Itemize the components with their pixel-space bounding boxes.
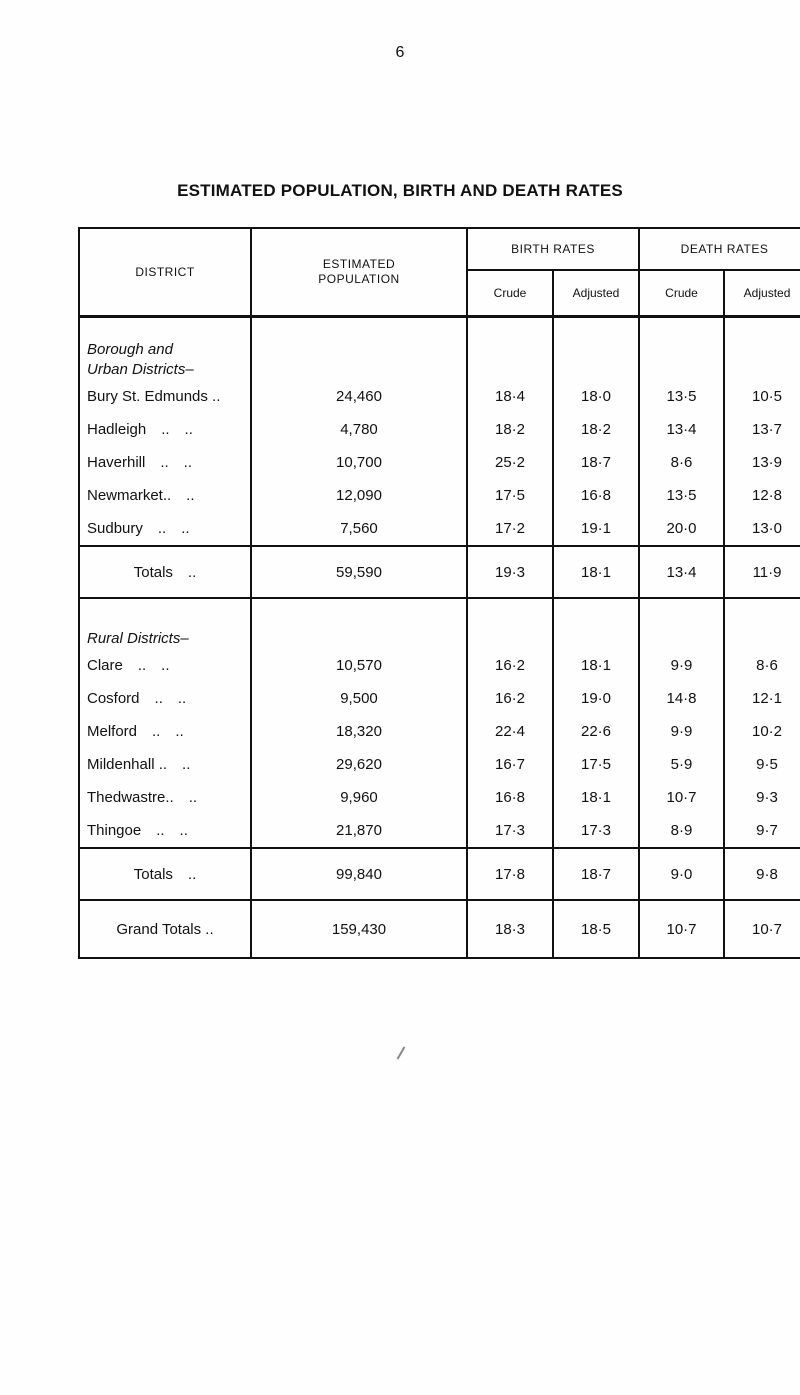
birth-adjusted-cell: 18·2 — [553, 413, 639, 446]
table-row — [79, 512, 800, 546]
district-name: Bury St. Edmunds .. — [79, 380, 251, 413]
birth-crude-cell: 18·2 — [467, 413, 553, 446]
birth-crude-header: Crude — [467, 270, 553, 317]
population-cell: 7,560 — [251, 512, 467, 546]
population-cell: 9,960 — [251, 781, 467, 814]
urban-section-heading — [79, 317, 251, 381]
death-adjusted-cell: 9·3 — [724, 781, 800, 814]
death-adjusted-cell: 13·7 — [724, 413, 800, 446]
birth-crude-cell: 18·3 — [467, 900, 553, 958]
birth-adjusted-cell: 18·5 — [553, 900, 639, 958]
population-cell: 29,620 — [251, 748, 467, 781]
death-adjusted-cell: 9·8 — [724, 848, 800, 900]
table-row — [79, 814, 800, 848]
death-crude-cell: 9·9 — [639, 715, 724, 748]
death-adjusted-cell: 10·5 — [724, 380, 800, 413]
rural-section-heading: Rural Districts– — [79, 598, 251, 649]
birth-adjusted-cell: 18·1 — [553, 649, 639, 682]
grand-totals-row — [79, 900, 800, 958]
table-row — [79, 413, 800, 446]
population-cell: 99,840 — [251, 848, 467, 900]
table-row — [79, 649, 800, 682]
birth-adjusted-cell: 18·0 — [553, 380, 639, 413]
table-row — [79, 781, 800, 814]
population-cell: 59,590 — [251, 546, 467, 598]
population-cell: 24,460 — [251, 380, 467, 413]
population-cell: 18,320 — [251, 715, 467, 748]
death-crude-cell: 5·9 — [639, 748, 724, 781]
population-cell: 9,500 — [251, 682, 467, 715]
death-crude-cell: 14·8 — [639, 682, 724, 715]
death-adjusted-cell: 12·8 — [724, 479, 800, 512]
death-crude-cell: 13·4 — [639, 413, 724, 446]
district-name: Sudbury .. .. — [79, 512, 251, 546]
death-crude-cell: 13·5 — [639, 380, 724, 413]
birth-adjusted-cell: 18·1 — [553, 781, 639, 814]
death-adjusted-cell: 10·7 — [724, 900, 800, 958]
birth-adjusted-cell: 18·1 — [553, 546, 639, 598]
birth-adjusted-cell: 16·8 — [553, 479, 639, 512]
birth-crude-cell: 16·8 — [467, 781, 553, 814]
birth-adjusted-cell: 19·1 — [553, 512, 639, 546]
population-cell: 12,090 — [251, 479, 467, 512]
birth-rates-header: BIRTH RATES — [467, 228, 639, 270]
district-name: Mildenhall .. .. — [79, 748, 251, 781]
death-crude-cell: 9·9 — [639, 649, 724, 682]
death-adjusted-cell: 9·7 — [724, 814, 800, 848]
table-row — [79, 380, 800, 413]
population-cell: 21,870 — [251, 814, 467, 848]
birth-crude-cell: 17·5 — [467, 479, 553, 512]
birth-crude-cell: 16·7 — [467, 748, 553, 781]
death-crude-cell: 10·7 — [639, 900, 724, 958]
population-header-label: ESTIMATED POPULATION — [318, 257, 400, 286]
population-cell: 10,570 — [251, 649, 467, 682]
urban-heading-line2: Urban Districts– — [87, 361, 194, 378]
death-adjusted-header: Adjusted — [724, 270, 800, 317]
death-adjusted-cell: 13·0 — [724, 512, 800, 546]
birth-adjusted-cell: 18·7 — [553, 446, 639, 479]
urban-totals-row — [79, 546, 800, 598]
district-name: Hadleigh .. .. — [79, 413, 251, 446]
death-crude-cell: 13·4 — [639, 546, 724, 598]
district-name: Cosford .. .. — [79, 682, 251, 715]
district-name: Melford .. .. — [79, 715, 251, 748]
table-row — [79, 715, 800, 748]
district-name: Thingoe .. .. — [79, 814, 251, 848]
totals-label: Totals .. — [79, 848, 251, 900]
district-name: Clare .. .. — [79, 649, 251, 682]
population-cell: 159,430 — [251, 900, 467, 958]
death-crude-cell: 8·9 — [639, 814, 724, 848]
totals-label: Totals .. — [79, 546, 251, 598]
birth-crude-cell: 18·4 — [467, 380, 553, 413]
birth-crude-cell: 17·2 — [467, 512, 553, 546]
pencil-mark — [397, 1046, 406, 1059]
birth-adjusted-cell: 17·3 — [553, 814, 639, 848]
district-name: Newmarket.. .. — [79, 479, 251, 512]
birth-crude-cell: 16·2 — [467, 682, 553, 715]
death-adjusted-cell: 9·5 — [724, 748, 800, 781]
death-crude-cell: 9·0 — [639, 848, 724, 900]
birth-crude-cell: 17·3 — [467, 814, 553, 848]
death-crude-cell: 13·5 — [639, 479, 724, 512]
population-cell: 4,780 — [251, 413, 467, 446]
table-row — [79, 479, 800, 512]
birth-adjusted-header: Adjusted — [553, 270, 639, 317]
rural-totals-row — [79, 848, 800, 900]
birth-crude-cell: 19·3 — [467, 546, 553, 598]
grand-totals-label: Grand Totals .. — [79, 900, 251, 958]
death-adjusted-cell: 10·2 — [724, 715, 800, 748]
table-row — [79, 682, 800, 715]
birth-adjusted-cell: 17·5 — [553, 748, 639, 781]
death-adjusted-cell: 12·1 — [724, 682, 800, 715]
birth-crude-cell: 16·2 — [467, 649, 553, 682]
page-title: ESTIMATED POPULATION, BIRTH AND DEATH RATES — [177, 181, 623, 200]
birth-adjusted-cell: 18·7 — [553, 848, 639, 900]
population-header — [251, 228, 467, 317]
birth-adjusted-cell: 22·6 — [553, 715, 639, 748]
rates-table — [78, 227, 800, 959]
table-row — [79, 748, 800, 781]
death-crude-cell: 10·7 — [639, 781, 724, 814]
death-adjusted-cell: 11·9 — [724, 546, 800, 598]
urban-heading-line1: Borough and — [87, 341, 173, 358]
death-crude-header: Crude — [639, 270, 724, 317]
district-name: Haverhill .. .. — [79, 446, 251, 479]
birth-crude-cell: 25·2 — [467, 446, 553, 479]
page-number: 6 — [395, 44, 405, 61]
death-adjusted-cell: 13·9 — [724, 446, 800, 479]
death-adjusted-cell: 8·6 — [724, 649, 800, 682]
death-rates-header: DEATH RATES — [639, 228, 800, 270]
district-header: DISTRICT — [79, 228, 251, 317]
death-crude-cell: 8·6 — [639, 446, 724, 479]
birth-crude-cell: 22·4 — [467, 715, 553, 748]
death-crude-cell: 20·0 — [639, 512, 724, 546]
table-row — [79, 446, 800, 479]
population-cell: 10,700 — [251, 446, 467, 479]
birth-adjusted-cell: 19·0 — [553, 682, 639, 715]
birth-crude-cell: 17·8 — [467, 848, 553, 900]
district-name: Thedwastre.. .. — [79, 781, 251, 814]
